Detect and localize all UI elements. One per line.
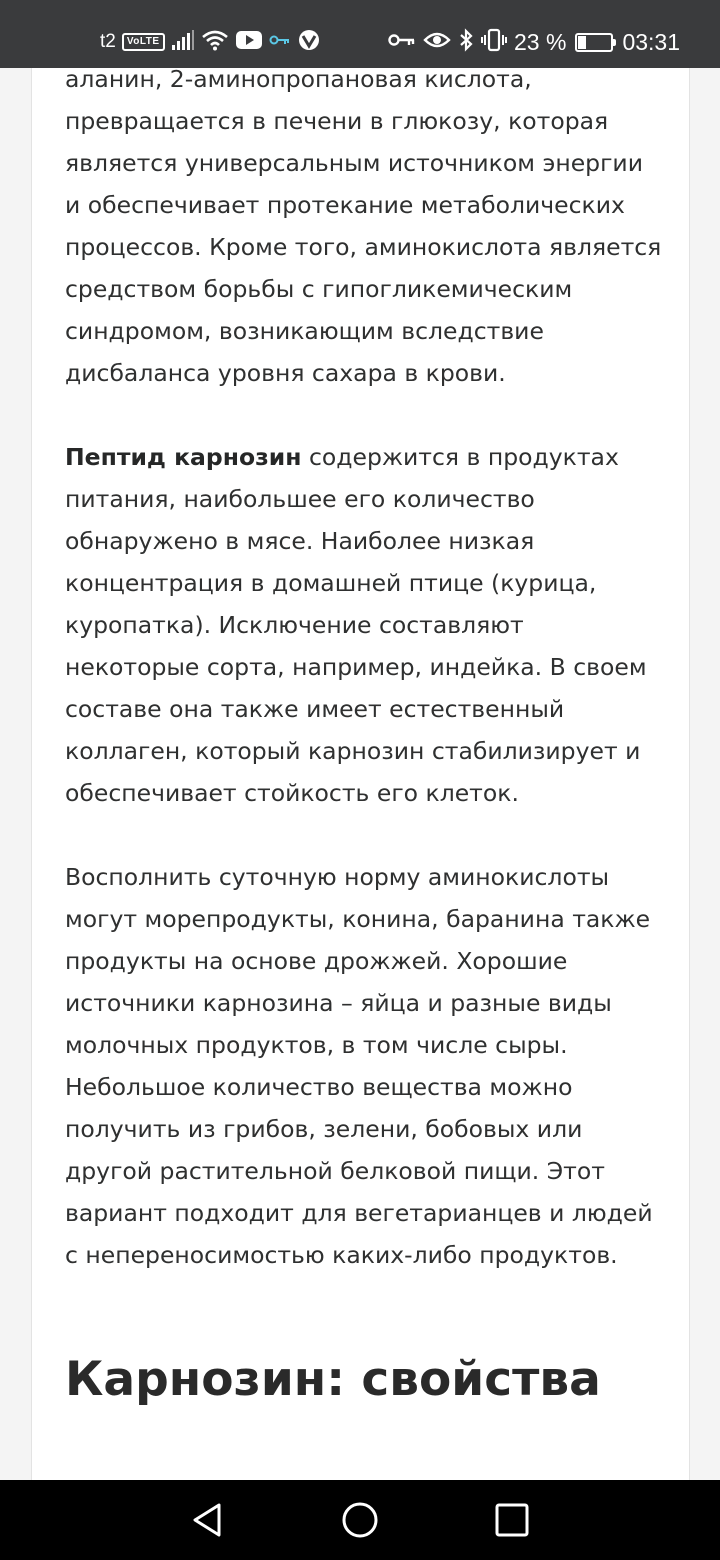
- wifi-icon: [201, 29, 229, 56]
- article-card: [31, 68, 690, 1480]
- carrier-label: t2: [100, 31, 116, 52]
- paragraph-text: аланин, 2-аминопропановая кислота, превращается в печени в глюкозу, которая является универсальным источником энергии и обеспечивает протекание метаболических процессов. Кроме того, аминокислота является средством борьбы с гипогликемическим синдромом, возникающим вследствие дисбаланса уровня сахара в крови.: [65, 68, 662, 387]
- key-icon: [269, 33, 291, 52]
- back-button[interactable]: [187, 1500, 227, 1540]
- youtube-icon: [235, 30, 263, 55]
- back-icon: [187, 1500, 227, 1540]
- article-paragraph: [65, 436, 665, 814]
- bluetooth-icon: [458, 28, 474, 57]
- eye-icon: [423, 30, 451, 55]
- signal-icon: [171, 29, 195, 56]
- article-paragraph: [65, 68, 665, 394]
- vibrate-icon: [481, 28, 507, 57]
- section-heading: Карнозин: свойства: [65, 1352, 601, 1407]
- battery-level-fill: [578, 36, 586, 49]
- volte-icon: VoLTE: [122, 33, 165, 51]
- status-left-group: [100, 26, 321, 58]
- home-icon: [340, 1500, 380, 1540]
- key-icon: [388, 32, 416, 53]
- vpn-icon: [297, 28, 321, 57]
- home-button[interactable]: [340, 1500, 380, 1540]
- status-bar: [0, 0, 720, 68]
- article-paragraph: [65, 856, 665, 1276]
- clock: 03:31: [622, 28, 680, 55]
- article-content: [65, 68, 665, 1408]
- battery-icon: [575, 33, 613, 52]
- status-right-group: [388, 26, 680, 58]
- paragraph-text: содержится в продуктах питания, наибольшее его количество обнаружено в мясе. Наиболее низкая концентрация в домашней птице (курица, куропатка). Исключение составляют некоторые сорта, например, индейка. В своем составе она также имеет естественный коллаген, который карнозин стабилизирует и обеспечивает стойкость его клеток.: [65, 443, 647, 807]
- recents-button[interactable]: [492, 1500, 532, 1540]
- battery-percent: 23 %: [514, 28, 567, 55]
- recents-icon: [492, 1500, 532, 1540]
- paragraph-text: Восполнить суточную норму аминокислоты могут морепродукты, конина, баранина также продукты на основе дрожжей. Хорошие источники карнозина – яйца и разные виды молочных продуктов, в том числе сыры. Небольшое количество вещества можно получить из грибов, зелени, бобовых или другой растительной белковой пищи. Этот вариант подходит для вегетарианцев и людей с непереносимостью каких-либо продуктов.: [65, 863, 653, 1269]
- paragraph-bold-lead: Пептид карнозин: [65, 443, 302, 471]
- navigation-bar: [0, 1480, 720, 1560]
